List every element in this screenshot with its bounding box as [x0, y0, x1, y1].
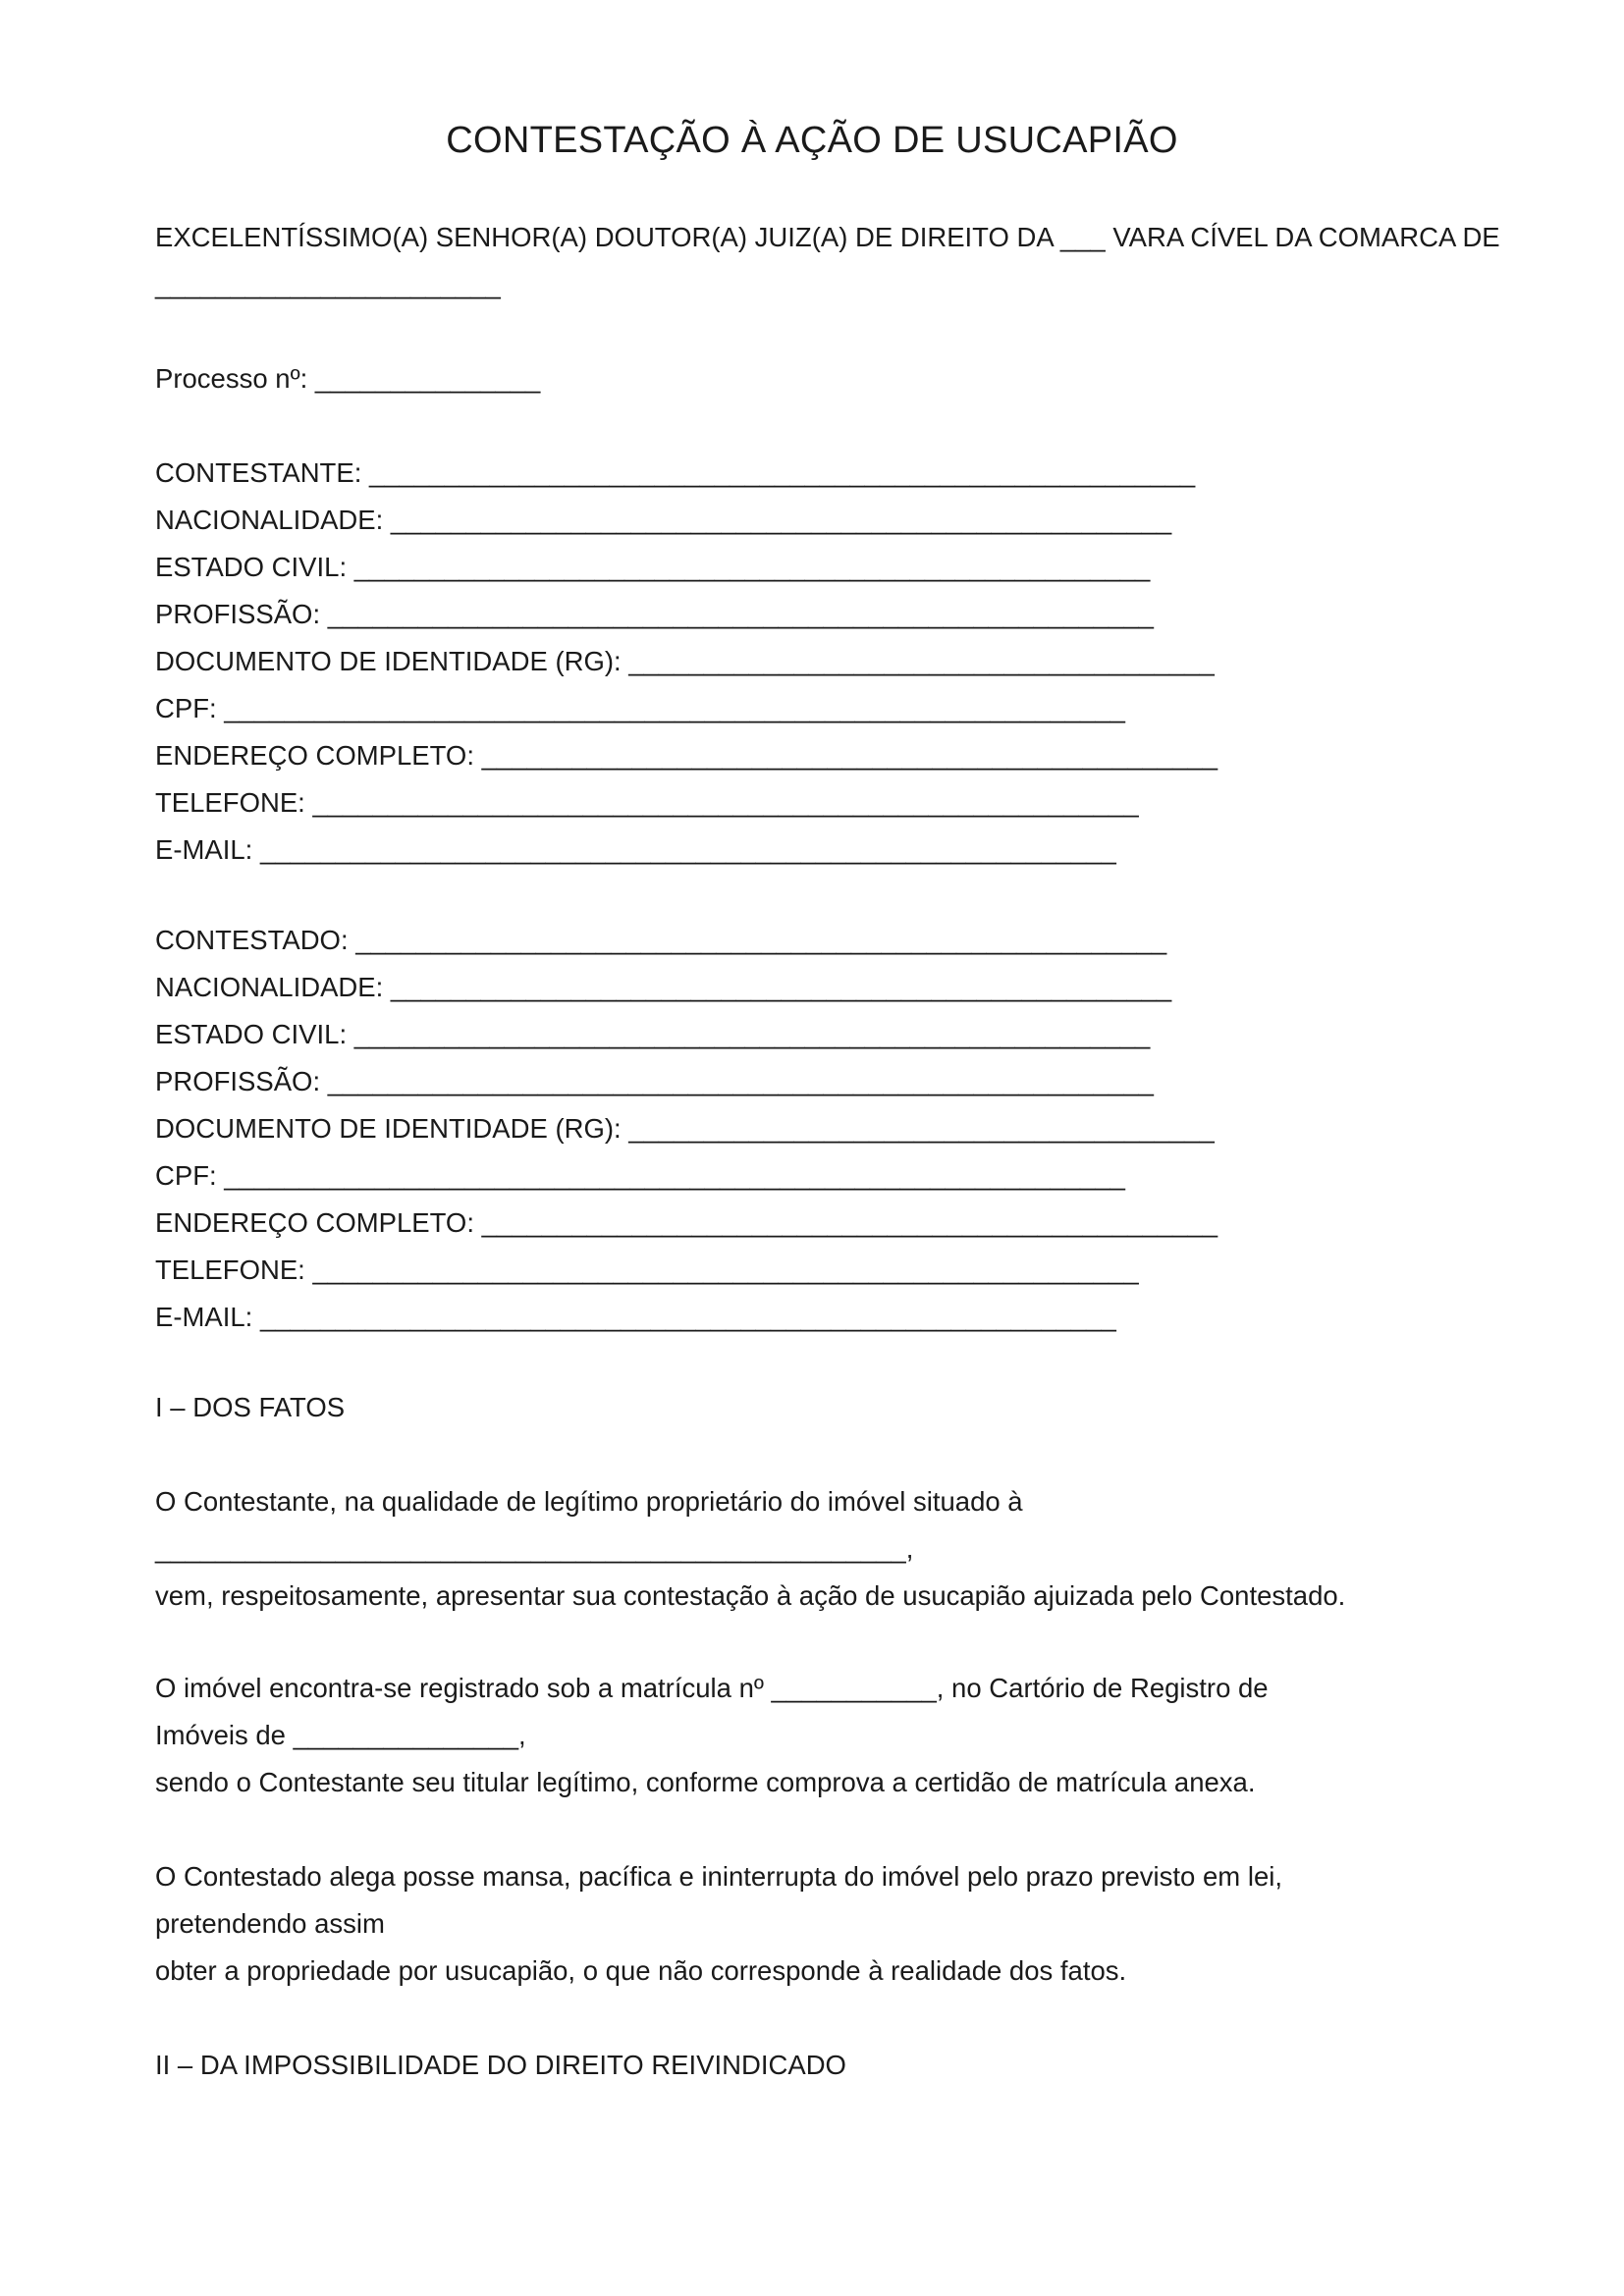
contestado-id-document: DOCUMENTO DE IDENTIDADE (RG): _______________________________________ [155, 1113, 1215, 1144]
paragraph-line: vem, respeitosamente, apresentar sua contestação à ação de usucapião ajuizada pelo Contestado. [155, 1580, 1346, 1611]
paragraph-line: sendo o Contestante seu titular legítimo, conforme comprova a certidão de matrícula anexa. [155, 1767, 1256, 1797]
contestado-marital-status: ESTADO CIVIL: _____________________________________________________ [155, 1019, 1151, 1049]
paragraph-line: O Contestante, na qualidade de legítimo proprietário do imóvel situado à [155, 1486, 1023, 1517]
contestante-cpf: CPF: ____________________________________________________________ [155, 693, 1125, 723]
contestado-profession: PROFISSÃO: _______________________________________________________ [155, 1066, 1154, 1096]
contestado-nationality: NACIONALIDADE: ____________________________________________________ [155, 972, 1172, 1002]
contestado-cpf: CPF: ____________________________________________________________ [155, 1160, 1125, 1191]
contestado-email: E-MAIL: _________________________________________________________ [155, 1302, 1116, 1332]
court-address-line: EXCELENTÍSSIMO(A) SENHOR(A) DOUTOR(A) JUIZ(A) DE DIREITO DA ___ VARA CÍVEL DA COMARCA DE [155, 222, 1500, 252]
contestante-id-document: DOCUMENTO DE IDENTIDADE (RG): _______________________________________ [155, 646, 1215, 676]
contestado-address: ENDEREÇO COMPLETO: _________________________________________________ [155, 1207, 1218, 1238]
contestante-name: CONTESTANTE: _______________________________________________________ [155, 457, 1196, 488]
contestante-email: E-MAIL: _________________________________________________________ [155, 834, 1116, 865]
paragraph-line: obter a propriedade por usucapião, o que não corresponde à realidade dos fatos. [155, 1955, 1127, 1986]
paragraph-line: __________________________________________________, [155, 1533, 914, 1564]
contestante-marital-status: ESTADO CIVIL: _____________________________________________________ [155, 552, 1151, 582]
paragraph-line: O Contestado alega posse mansa, pacífica e ininterrupta do imóvel pelo prazo previsto em lei, [155, 1861, 1282, 1892]
process-number: Processo nº: _______________ [155, 363, 541, 394]
section-heading-facts: I – DOS FATOS [155, 1392, 346, 1422]
paragraph-line: O imóvel encontra-se registrado sob a matrícula nº ___________, no Cartório de Registro de [155, 1673, 1269, 1703]
contestante-phone: TELEFONE: _______________________________________________________ [155, 787, 1139, 818]
paragraph-line: pretendendo assim [155, 1908, 385, 1939]
section-heading-impossibility: II – DA IMPOSSIBILIDADE DO DIREITO REIVINDICADO [155, 2050, 846, 2080]
document-title: CONTESTAÇÃO À AÇÃO DE USUCAPIÃO [446, 120, 1178, 161]
paragraph-line: Imóveis de _______________, [155, 1720, 526, 1750]
contestante-address: ENDEREÇO COMPLETO: _________________________________________________ [155, 740, 1218, 771]
contestado-name: CONTESTADO: ______________________________________________________ [155, 925, 1167, 955]
contestante-profession: PROFISSÃO: _______________________________________________________ [155, 599, 1154, 629]
court-address-blank: _______________________ [155, 269, 501, 299]
contestante-nationality: NACIONALIDADE: ____________________________________________________ [155, 505, 1172, 535]
contestado-phone: TELEFONE: _______________________________________________________ [155, 1255, 1139, 1285]
